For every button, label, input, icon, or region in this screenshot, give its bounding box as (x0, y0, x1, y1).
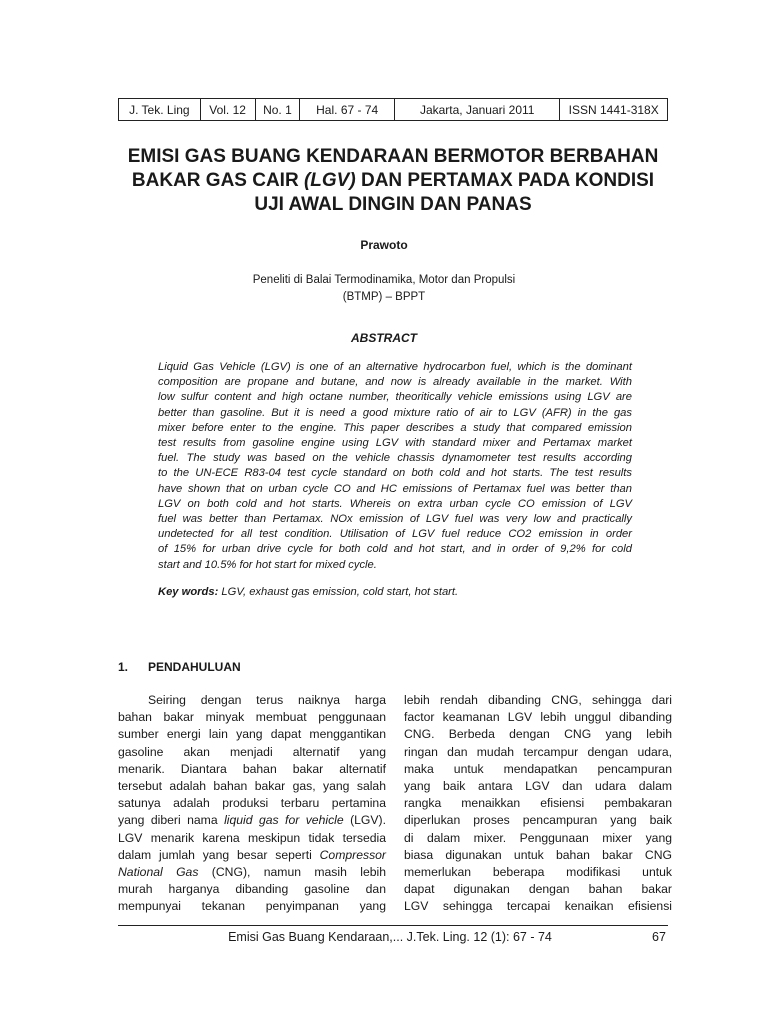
abstract-line: to the UN-ECE R83-04 test cycle standard on both cold and hot starts. The test results (158, 467, 632, 480)
body-line: dalam jumlah yang besar seperti Compressor (118, 847, 386, 862)
abstract-line: LGV on both cold and hot starts. Whereis on extra urban cycle CO emission of LGV (158, 497, 632, 510)
title-line: EMISI GAS BUANG KENDARAAN BERMOTOR BERBAHAN (127, 146, 659, 167)
header-cell: Vol. 12 (201, 99, 256, 120)
abstract-line: Liquid Gas Vehicle (LGV) is one of an alternative hydrocarbon fuel, which is the dominant (158, 361, 632, 373)
body-line: satunya adalah produksi terbaru pertamina (118, 796, 386, 811)
affiliation-line: Peneliti di Balai Termodinamika, Motor dan Propulsi (252, 274, 516, 286)
keywords (158, 586, 458, 598)
header-cell: Hal. 67 - 74 (300, 99, 395, 120)
title-line: UJI AWAL DINGIN DAN PANAS (254, 194, 532, 215)
header-cell: No. 1 (256, 99, 301, 120)
body-line: CNG. Berbeda dengan CNG yang lebih (404, 727, 672, 742)
body-line: lebih rendah dibanding CNG, sehingga dari (404, 693, 672, 707)
keywords-text: LGV, exhaust gas emission, cold start, hot start. (218, 586, 459, 598)
journal-header-table (118, 98, 668, 121)
body-line: ringan dan mudah tercampur dengan udara, (404, 744, 672, 759)
body-line: dapat digunakan dengan bahan bakar (404, 882, 672, 897)
page-number: 67 (652, 930, 666, 944)
abstract-line: mixer before enter to the engine. This paper describes a study that compared emission (158, 421, 632, 434)
abstract-line: composition are propane and butane, and now is already available in the market. With (158, 376, 632, 389)
section-title: PENDAHULUAN (148, 660, 241, 674)
body-line: di dalam mixer. Penggunaan mixer yang (404, 830, 672, 845)
running-footer: Emisi Gas Buang Kendaraan,... J.Tek. Ling. 12 (1): 67 - 74 (228, 930, 552, 944)
abstract-line: fuel was better than Pertamax. NOx emission of LGV fuel was very low and practically (158, 513, 632, 526)
affiliation-line: (BTMP) – BPPT (342, 291, 426, 303)
body-line: maka untuk mendapatkan pencampuran (404, 761, 672, 776)
body-line: bahan bakar minyak membuat penggunaan (118, 710, 386, 725)
abstract-line: test results from gasoline engine using LGV with standard mixer and Pertamax market (158, 437, 632, 450)
author-name: Prawoto (360, 238, 408, 252)
body-line: LGV sehingga tercapai kenaikan efisiensi (404, 899, 672, 914)
section-number: 1. (118, 660, 129, 674)
author-affiliation (0, 272, 768, 306)
keywords-label: Key words: (158, 586, 219, 598)
body-column-left (118, 692, 386, 916)
section-heading (118, 660, 241, 674)
body-line: tersebut adalah bahan bakar gas, yang salah (118, 779, 386, 794)
abstract-line: undetected for all test condition. Utilisation of LGV fuel reduce CO2 emission in order (158, 528, 632, 541)
body-line: diperlukan proses pencampuran yang baik (404, 813, 672, 828)
body-line: National Gas (CNG), namun masih lebih (118, 865, 387, 880)
header-cell: J. Tek. Ling (119, 99, 201, 120)
body-line: yang diberi nama liquid gas for vehicle (LGV). (118, 813, 386, 828)
body-line: gasoline akan menjadi alternatif yang (118, 744, 386, 759)
body-line: sumber energi lain yang dapat menggantikan (118, 727, 386, 742)
abstract-line: better than gasoline. But it is need a good mixture ratio of air to LGV (AFR) in the gas (158, 406, 632, 419)
article-title (100, 145, 686, 217)
body-line: Seiring dengan terus naiknya harga (148, 693, 386, 707)
abstract-line: fuel. The study was based on the vehicle chassis dynamometer test results according (158, 452, 632, 465)
body-line: LGV menarik karena meskipun tidak tersedia (118, 830, 386, 845)
body-line: factor keamanan LGV lebih unggul dibanding (404, 710, 672, 725)
abstract-line: start and 10.5% for hot start for mixed cycle. (158, 558, 377, 571)
abstract-heading: ABSTRACT (351, 331, 417, 345)
body-line: memerlukan beberapa modifikasi untuk (404, 865, 672, 880)
body-line: biasa digunakan untuk bahan bakar CNG (404, 847, 672, 862)
abstract-line: low sulfur content and high octane number, theoritically vehicle emissions using LGV are (158, 391, 632, 404)
footer-rule (118, 925, 668, 926)
title-line: BAKAR GAS CAIR (LGV) DAN PERTAMAX PADA KONDISI (131, 170, 655, 191)
body-line: murah harganya dibanding gasoline dan (118, 882, 386, 897)
header-cell: ISSN 1441-318X (568, 102, 659, 117)
abstract-body (158, 360, 632, 573)
abstract-line: of 15% for urban drive cycle for both cold and hot start, and in order of 9,2% for cold (158, 543, 632, 556)
body-line: rangka menaikkan efisiensi pembakaran (404, 796, 672, 811)
body-column-right (404, 692, 672, 916)
abstract-line: have shown that on urban cycle CO and HC emissions of Pertamax fuel was better than (158, 482, 632, 495)
body-line: mempunyai tekanan penyimpanan yang (118, 899, 386, 914)
header-cell: Jakarta, Januari 2011 (395, 99, 560, 120)
body-line: menarik. Diantara bahan bakar alternatif (118, 761, 386, 776)
body-line: yang baik antara LGV dan udara dalam (404, 779, 672, 794)
